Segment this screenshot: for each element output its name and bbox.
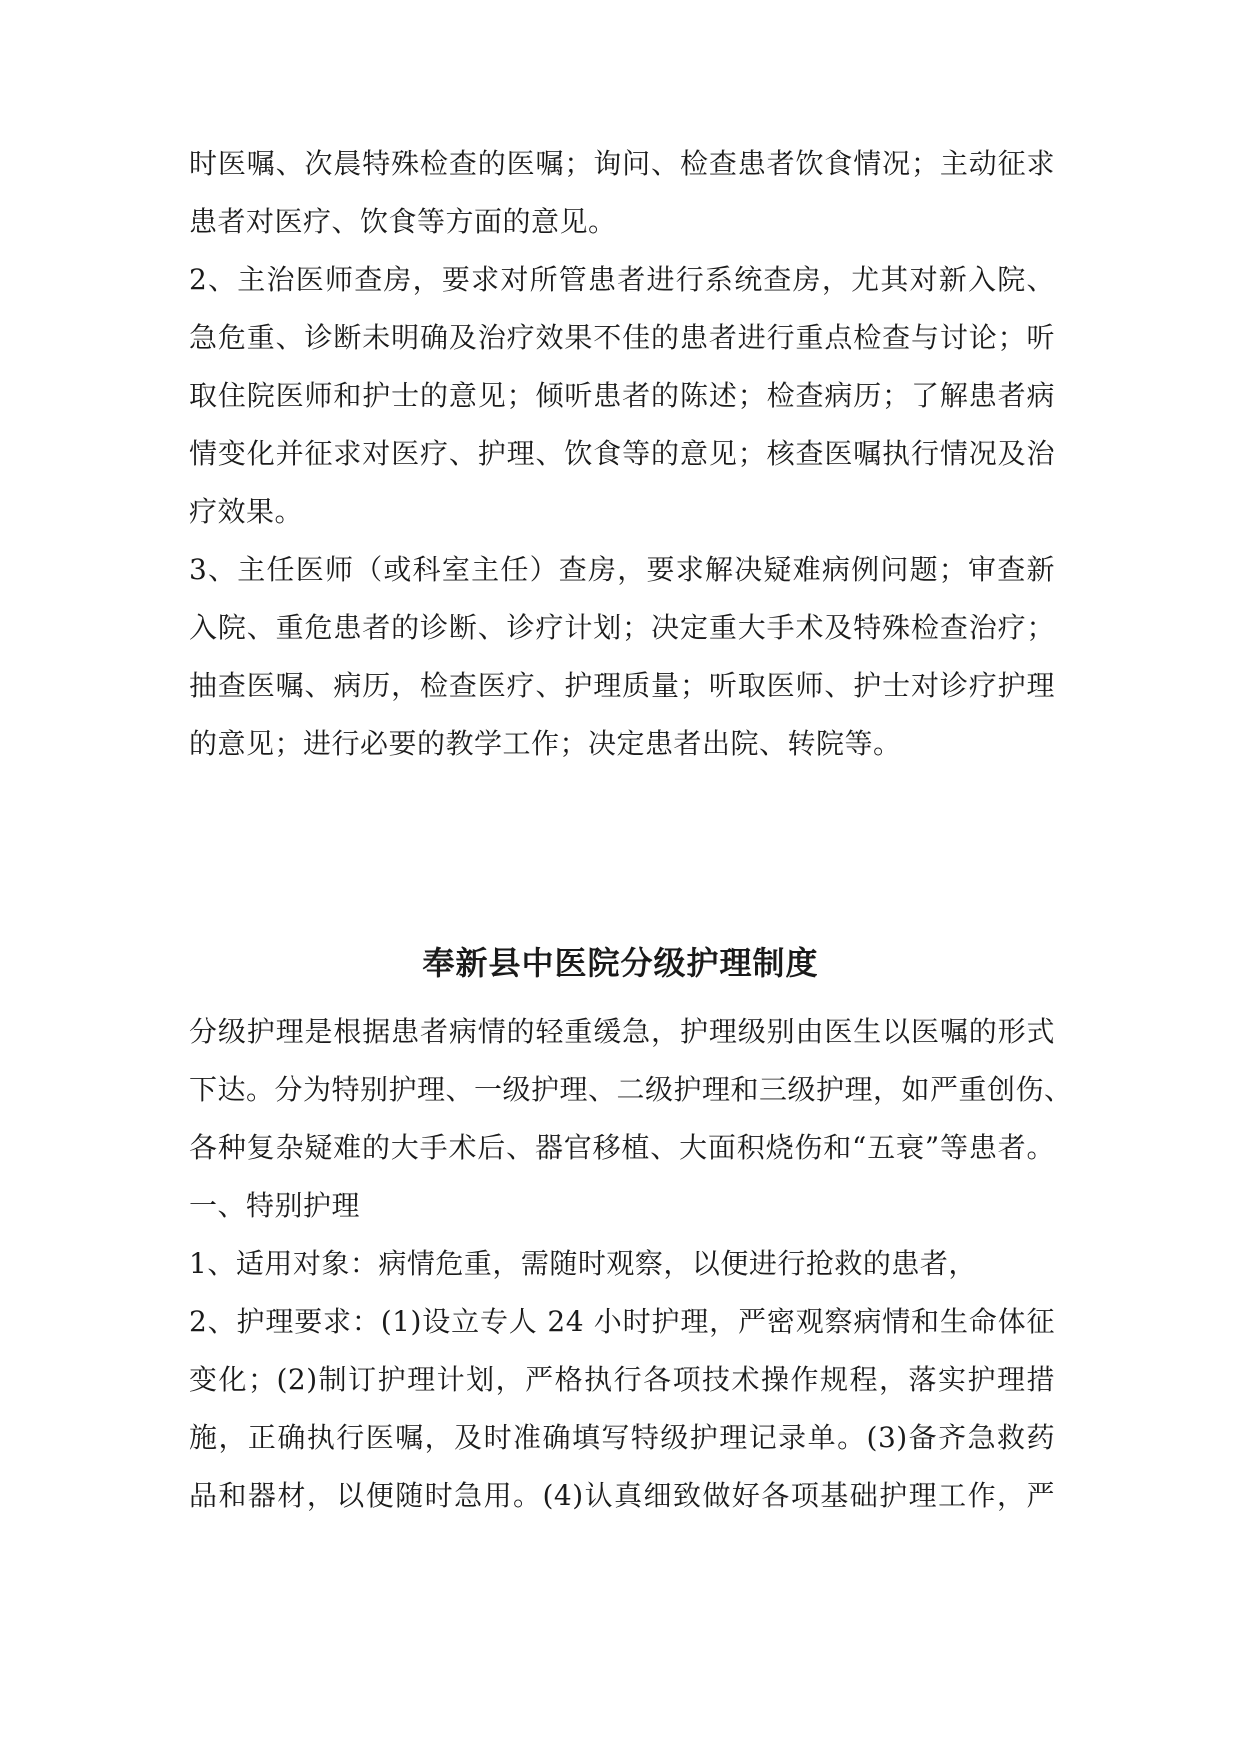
paragraph-line: 3、主任医师（或科室主任）查房，要求解决疑难病例问题；审查新 — [189, 553, 1055, 586]
paragraph-line: 分级护理是根据患者病情的轻重缓急，护理级别由医生以医嘱的形式 — [189, 1015, 1055, 1048]
paragraph-line: 变化；(2)制订护理计划，严格执行各项技术操作规程，落实护理措 — [189, 1363, 1055, 1396]
paragraph-line: 下达。分为特别护理、一级护理、二级护理和三级护理，如严重创伤、 — [189, 1073, 1073, 1106]
paragraph-line: 2、护理要求：(1)设立专人 24 小时护理，严密观察病情和生命体征 — [189, 1305, 1055, 1338]
paragraph-line: 1、适用对象：病情危重，需随时观察，以便进行抢救的患者， — [189, 1247, 977, 1280]
paragraph-line: 取住院医师和护士的意见；倾听患者的陈述；检查病历；了解患者病 — [189, 379, 1055, 412]
paragraph-line: 疗效果。 — [189, 495, 304, 528]
paragraph-line: 抽查医嘱、病历，检查医疗、护理质量；听取医师、护士对诊疗护理 — [189, 669, 1055, 702]
section-heading: 一、特别护理 — [189, 1189, 361, 1222]
paragraph-line: 施，正确执行医嘱，及时准确填写特级护理记录单。(3)备齐急救药 — [189, 1421, 1055, 1454]
paragraph-line: 各种复杂疑难的大手术后、器官移植、大面积烧伤和“五衰”等患者。 — [189, 1131, 1055, 1164]
paragraph-line: 情变化并征求对医疗、护理、饮食等的意见；核查医嘱执行情况及治 — [189, 437, 1055, 470]
paragraph-line: 2、主治医师查房，要求对所管患者进行系统查房，尤其对新入院、 — [189, 263, 1055, 296]
paragraph-line: 患者对医疗、饮食等方面的意见。 — [189, 205, 617, 238]
paragraph-line: 的意见；进行必要的教学工作；决定患者出院、转院等。 — [189, 727, 902, 760]
paragraph-line: 品和器材，以便随时急用。(4)认真细致做好各项基础护理工作，严 — [189, 1479, 1055, 1512]
paragraph-line: 入院、重危患者的诊断、诊疗计划；决定重大手术及特殊检查治疗； — [189, 611, 1055, 644]
document-title: 奉新县中医院分级护理制度 — [422, 944, 819, 982]
paragraph-line: 急危重、诊断未明确及治疗效果不佳的患者进行重点检查与讨论；听 — [189, 321, 1055, 354]
paragraph-line: 时医嘱、次晨特殊检查的医嘱；询问、检查患者饮食情况；主动征求 — [189, 147, 1055, 180]
